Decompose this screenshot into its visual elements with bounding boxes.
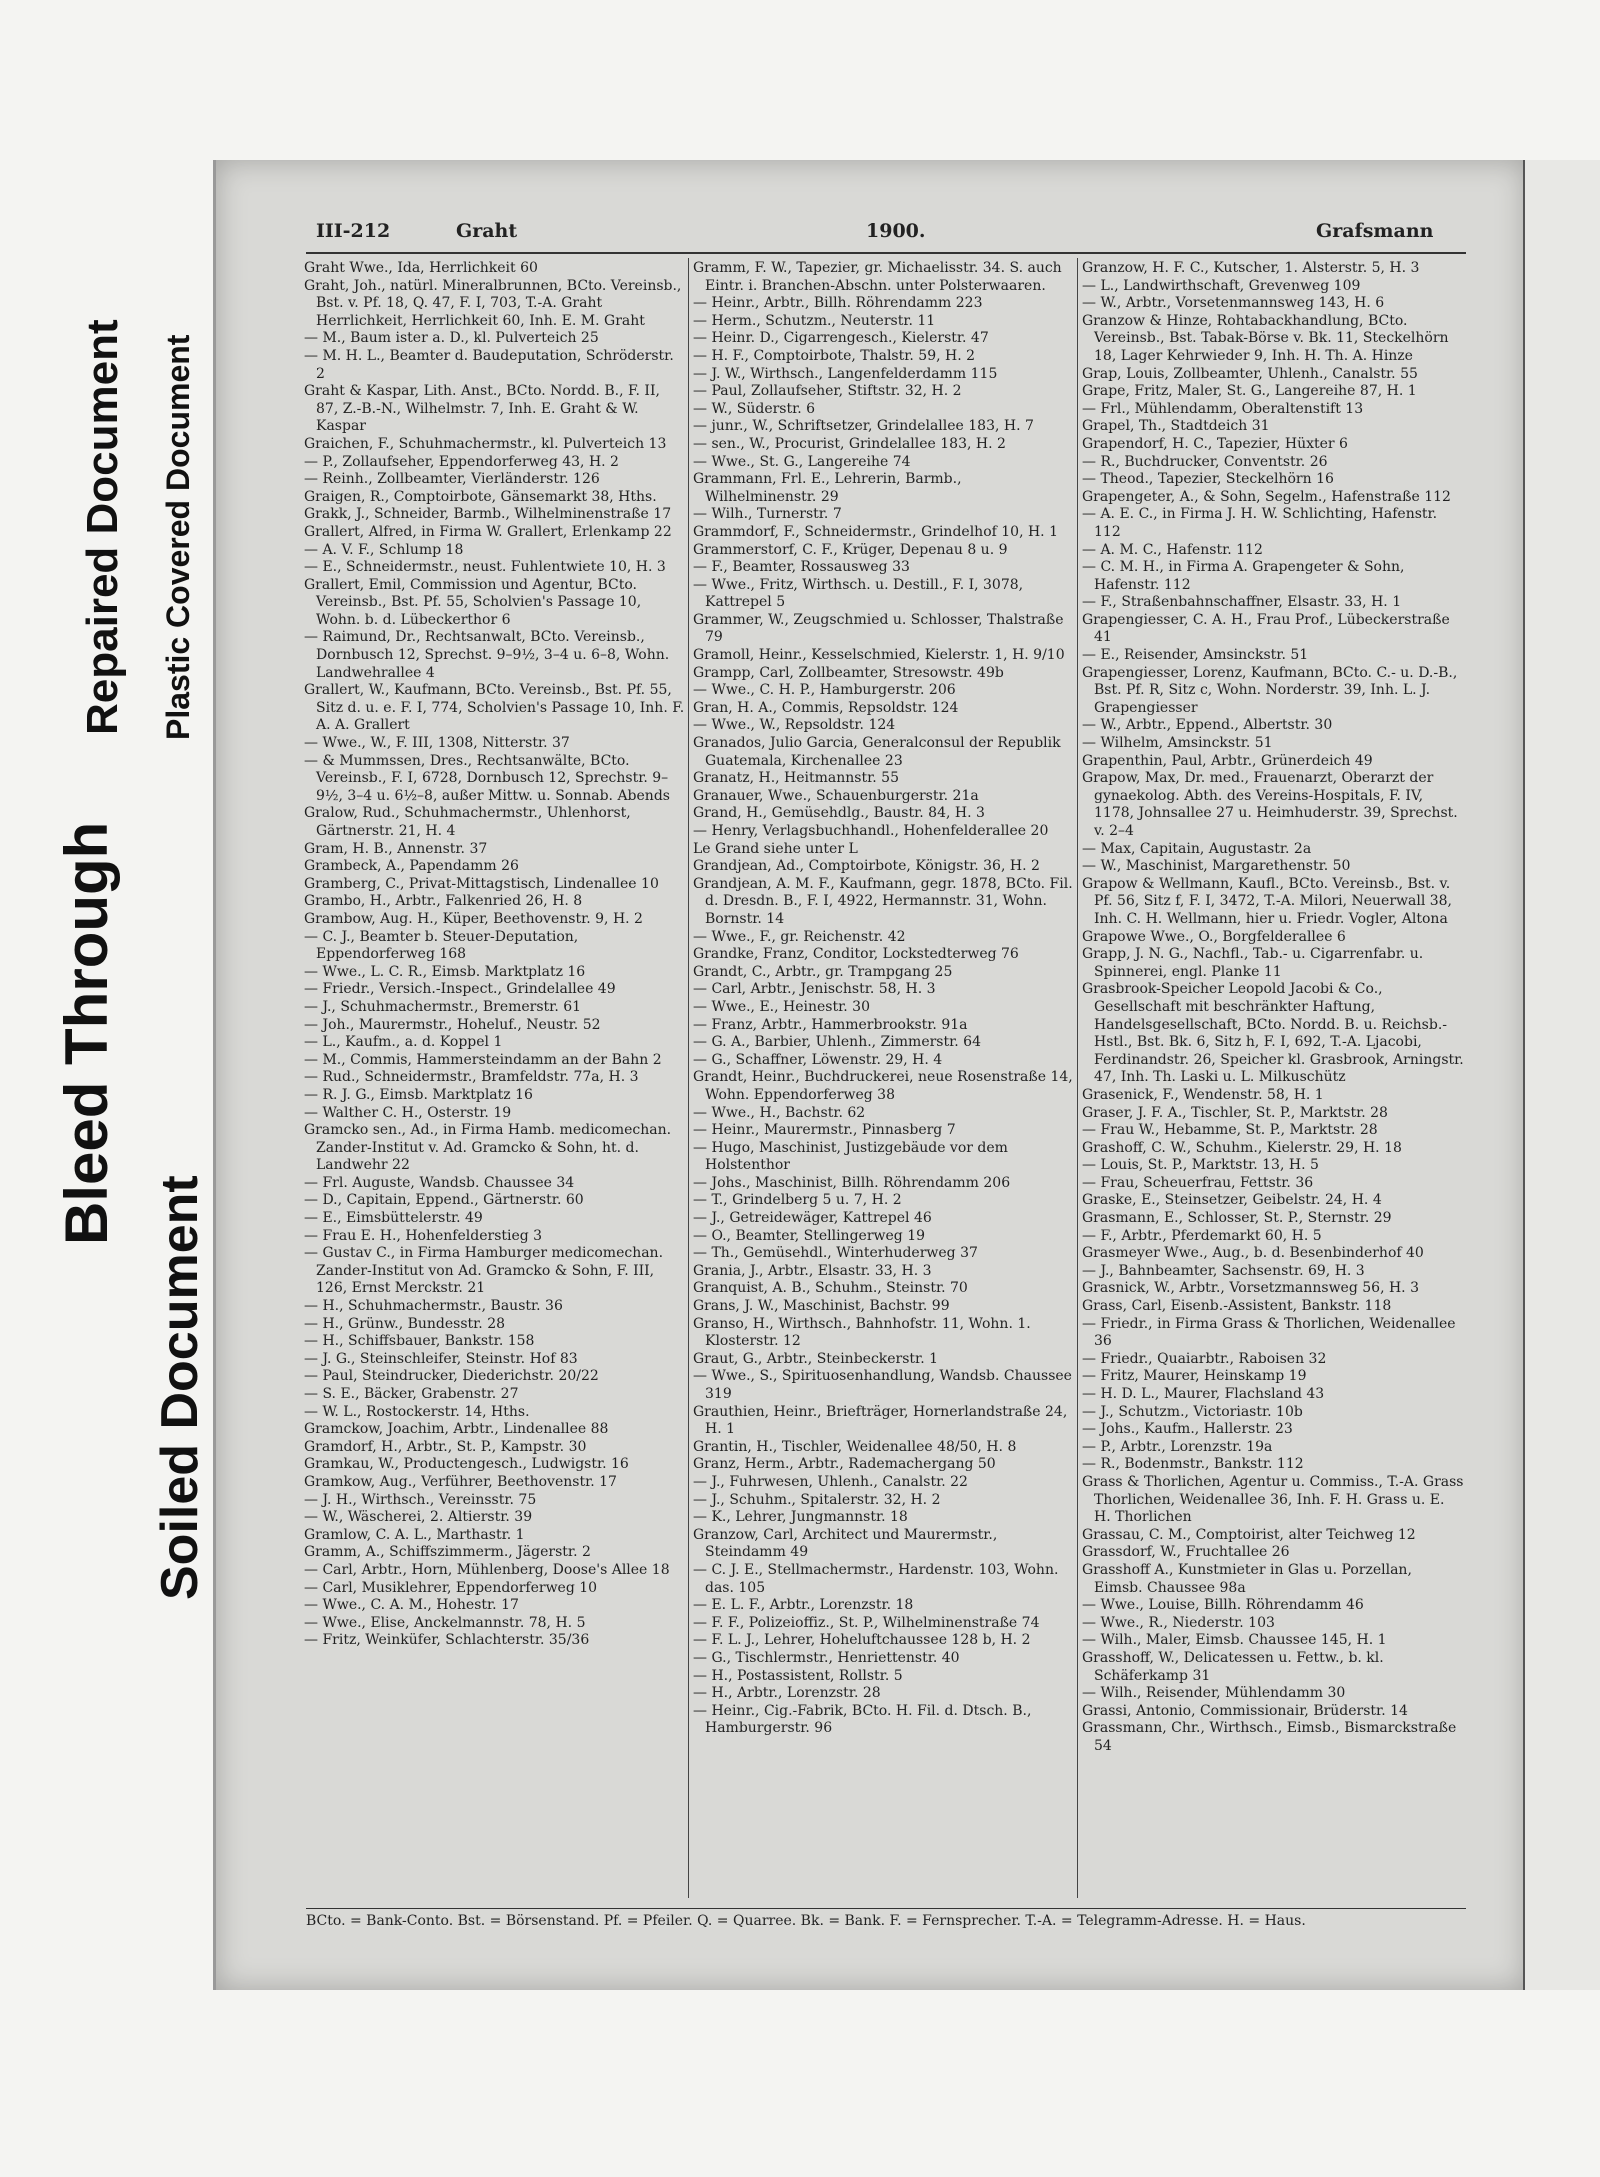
directory-entry: Grandt, Heinr., Buchdruckerei, neue Rosenstraße 14, Wohn. Eppendorferweg 38: [693, 1069, 1073, 1103]
directory-entry: Grauthien, Heinr., Briefträger, Hornerlandstraße 24, H. 1: [693, 1403, 1068, 1438]
directory-entry: Grapow & Wellmann, Kaufl., BCto. Vereinsb., Bst. v. Pf. 56, Sitz f, F. I, 3472, T.-A. Milori, Neuerwall 38, Inh. C. H. Wellmann, hier u. Friedr. Vogler, Altona: [1082, 875, 1453, 927]
directory-entry: — M. H. L., Beamter d. Baudeputation, Schröderstr. 2: [304, 347, 674, 382]
directory-entry: — F., Beamter, Rossausweg 33: [693, 559, 910, 576]
directory-entry: — O., Beamter, Stellingerweg 19: [693, 1227, 926, 1244]
directory-entry: — F., Straßenbahnschaffner, Elsastr. 33, H. 1: [1082, 594, 1402, 611]
directory-entry: — K., Lehrer, Jungmannstr. 18: [693, 1509, 908, 1526]
directory-entry: — A. M. C., Hafenstr. 112: [1082, 541, 1263, 558]
directory-entry: — Friedr., Versich.-Inspect., Grindelallee 49: [304, 981, 616, 998]
directory-entry: Grasbrook-Speicher Leopold Jacobi & Co., Gesellschaft mit beschränkter Haftung, Handelsgesellschaft, BCto. Nordd. B. u. Reichsb.-Hstl., Bst. Bk. 6, Sitz h, F. I, 692, T.-A. Ljacobi, Ferdinandstr. 26, Speicher kl. Grasbrook, Arningstr. 47, Inh. Th. Laski u. L. Milkuschütz: [1082, 981, 1464, 1086]
directory-entry: — W., Maschinist, Margarethenstr. 50: [1082, 858, 1351, 875]
directory-entry: — H., Schuhmachermstr., Baustr. 36: [304, 1298, 563, 1315]
directory-entry: Graht Wwe., Ida, Herrlichkeit 60: [304, 260, 538, 276]
directory-entry: — Louis, St. P., Marktstr. 13, H. 5: [1082, 1157, 1319, 1174]
directory-entry: — Gustav C., in Firma Hamburger medicomechan. Zander-Institut von Ad. Gramcko & Sohn, F. III, 126, Ernst Merckstr. 21: [304, 1245, 664, 1297]
directory-entry: Grammer, W., Zeugschmied u. Schlosser, Thalstraße 79: [693, 611, 1064, 646]
directory-entry: — A. V. F., Schlump 18: [304, 541, 464, 558]
directory-entry: — H., Schiffsbauer, Bankstr. 158: [304, 1333, 535, 1350]
directory-entry: Gran, H. A., Commis, Repsoldstr. 124: [693, 699, 959, 716]
directory-entry: — Heinr., Arbtr., Billh. Röhrendamm 223: [693, 295, 983, 312]
directory-entry: Gramdorf, H., Arbtr., St. P., Kampstr. 30: [304, 1438, 587, 1455]
directory-entry: — Heinr., Maurermstr., Pinnasberg 7: [693, 1122, 956, 1139]
directory-entry: — Reinh., Zollbeamter, Vierländerstr. 126: [304, 471, 600, 488]
directory-entry: Grans, J. W., Maschinist, Bachstr. 99: [693, 1298, 950, 1315]
column-divider: [688, 258, 689, 1898]
directory-entry: — H. D. L., Maurer, Flachsland 43: [1082, 1386, 1325, 1402]
directory-entry: Gramkau, W., Productengesch., Ludwigstr. 16: [304, 1456, 629, 1473]
directory-entry: Gram, H. B., Annenstr. 37: [304, 840, 488, 857]
directory-entry: — G., Schaffner, Löwenstr. 29, H. 4: [693, 1051, 943, 1068]
directory-entry: Grallert, Alfred, in Firma W. Grallert, Erlenkamp 22: [304, 523, 672, 540]
directory-entry: — L., Landwirthschaft, Grevenweg 109: [1082, 277, 1361, 294]
directory-entry: Grass & Thorlichen, Agentur u. Commiss., T.-A. Grass Thorlichen, Weidenallee 36, Inh. F. H. Grass u. E. H. Thorlichen: [1082, 1473, 1464, 1526]
directory-entry: Grakk, J., Schneider, Barmb., Wilhelminenstraße 17: [304, 506, 672, 523]
directory-entry: — H., Arbtr., Lorenzstr. 28: [693, 1685, 881, 1702]
header-year: 1900.: [866, 220, 926, 242]
directory-entry: — Wilh., Maler, Eimsb. Chaussee 145, H. 1: [1082, 1632, 1387, 1649]
directory-entry: — Johs., Maschinist, Billh. Röhrendamm 206: [693, 1174, 1011, 1191]
directory-entry: — Hugo, Maschinist, Justizgebäude vor dem Holstenthor: [693, 1139, 1008, 1174]
directory-entry: — Wwe., Elise, Anckelmannstr. 78, H. 5: [304, 1614, 586, 1631]
directory-entry: — Raimund, Dr., Rechtsanwalt, BCto. Vereinsb., Dornbusch 12, Sprechst. 9–9½, 3–4 u. 6–8, Wohn. Landwehrallee 4: [304, 629, 670, 681]
directory-entry: — S. E., Bäcker, Grabenstr. 27: [304, 1386, 519, 1402]
directory-entry: — E., Schneidermstr., neust. Fuhlentwiete 10, H. 3: [304, 559, 666, 576]
directory-entry: Graske, E., Steinsetzer, Geibelstr. 24, H. 4: [1082, 1192, 1382, 1209]
header-left-word: Graht: [456, 220, 518, 242]
directory-entry: — W. L., Rostockerstr. 14, Hths.: [304, 1403, 530, 1420]
directory-entry: Grassi, Antonio, Commissionair, Brüderstr. 14: [1082, 1702, 1408, 1719]
directory-entry: Gralow, Rud., Schuhmachermstr., Uhlenhorst, Gärtnerstr. 21, H. 4: [304, 805, 631, 839]
directory-entry: — J. W., Wirthsch., Langenfelderdamm 115: [693, 365, 998, 382]
directory-entry: — C. M. H., in Firma A. Grapengeter & Sohn, Hafenstr. 112: [1082, 559, 1405, 593]
directory-entry: — R., Bodenmstr., Bankstr. 112: [1082, 1456, 1304, 1473]
directory-entry: — Walther C. H., Osterstr. 19: [304, 1104, 512, 1121]
directory-entry: Grapel, Th., Stadtdeich 31: [1082, 418, 1270, 435]
directory-entry: — C. J. E., Stellmachermstr., Hardenstr. 103, Wohn. das. 105: [693, 1561, 1059, 1596]
directory-entry: Grap, Louis, Zollbeamter, Uhlenh., Canalstr. 55: [1082, 365, 1418, 382]
directory-entry: Grammann, Frl. E., Lehrerin, Barmb., Wilhelminenstr. 29: [693, 471, 962, 505]
directory-entry: — Wwe., Fritz, Wirthsch. u. Destill., F. I, 3078, Kattrepel 5: [693, 576, 1024, 611]
directory-entry: — Heinr., Cig.-Fabrik, BCto. H. Fil. d. Dtsch. B., Hamburgerstr. 96: [693, 1702, 1032, 1737]
directory-entry: Grassdorf, W., Fruchtallee 26: [1082, 1544, 1290, 1561]
directory-entry: — E. L. F., Arbtr., Lorenzstr. 18: [693, 1597, 914, 1614]
directory-entry: Grapendorf, H. C., Tapezier, Hüxter 6: [1082, 435, 1348, 452]
directory-entry: Grass, Carl, Eisenb.-Assistent, Bankstr. 118: [1082, 1298, 1392, 1315]
directory-entry: — Wilh., Reisender, Mühlendamm 30: [1082, 1685, 1346, 1702]
directory-entry: Granauer, Wwe., Schauenburgerstr. 21a: [693, 787, 979, 804]
directory-entry: Grassmann, Chr., Wirthsch., Eimsb., Bismarckstraße 54: [1082, 1720, 1457, 1754]
directory-entry: Grambeck, A., Papendamm 26: [304, 858, 519, 875]
side-labels: [0, 0, 210, 2177]
directory-entry: — Henry, Verlagsbuchhandl., Hohenfelderallee 20: [693, 823, 1049, 839]
directory-entry: Graichen, F., Schuhmachermstr., kl. Pulverteich 13: [304, 435, 667, 452]
directory-entry: — P., Zollaufseher, Eppendorferweg 43, H. 2: [304, 453, 619, 470]
directory-entry: — M., Baum ister a. D., kl. Pulverteich 25: [304, 330, 599, 347]
directory-entry: — junr., W., Schriftsetzer, Grindelallee 183, H. 7: [693, 418, 1034, 435]
directory-entry: — Frau W., Hebamme, St. P., Marktstr. 28: [1082, 1122, 1378, 1139]
header-rule: [306, 252, 1466, 254]
directory-entry: Graht, Joh., natürl. Mineralbrunnen, BCto. Vereinsb., Bst. v. Pf. 18, Q. 47, F. I, 703, T.-A. Graht Herrlichkeit, Herrlichkeit 60, Inh. E. M. Graht: [304, 277, 682, 329]
directory-entry: — G., Tischlermstr., Henriettenstr. 40: [693, 1649, 960, 1666]
directory-entry: — J. H., Wirthsch., Vereinsstr. 75: [304, 1491, 537, 1508]
directory-entry: Grasenick, F., Wendenstr. 58, H. 1: [1082, 1086, 1324, 1103]
directory-entry: — W., Wäscherei, 2. Altierstr. 39: [304, 1509, 533, 1526]
directory-entry: — Theod., Tapezier, Steckelhörn 16: [1082, 471, 1334, 488]
directory-entry: Granzow, H. F. C., Kutscher, 1. Alsterstr. 5, H. 3: [1082, 260, 1420, 276]
directory-entry: — T., Grindelberg 5 u. 7, H. 2: [693, 1192, 902, 1209]
directory-entry: — Wwe., S., Spirituosenhandlung, Wandsb. Chaussee 319: [693, 1368, 1072, 1402]
directory-entry: — Herm., Schutzm., Neuterstr. 11: [693, 312, 936, 329]
directory-entry: Gramlow, C. A. L., Marthastr. 1: [304, 1526, 525, 1543]
directory-entry: — F. F., Polizeioffiz., St. P., Wilhelminenstraße 74: [693, 1614, 1040, 1631]
directory-entry: — F. L. J., Lehrer, Hoheluftchaussee 128 b, H. 2: [693, 1632, 1031, 1649]
directory-entry: Grapp, J. N. G., Nachfl., Tab.- u. Cigarrenfabr. u. Spinnerei, engl. Planke 11: [1082, 946, 1424, 980]
directory-entry: — Wwe., C. A. M., Hohestr. 17: [304, 1597, 519, 1614]
directory-entry: Grandt, C., Arbtr., gr. Trampgang 25: [693, 963, 953, 980]
directory-entry: — Paul, Steindrucker, Diederichstr. 20/22: [304, 1368, 599, 1385]
directory-entry: Grammerstorf, C. F., Krüger, Depenau 8 u. 9: [693, 541, 1008, 558]
directory-entry: — L., Kaufm., a. d. Koppel 1: [304, 1034, 503, 1051]
directory-entry: Grapengiesser, C. A. H., Frau Prof., Lübeckerstraße 41: [1082, 611, 1450, 646]
directory-entry: — F., Arbtr., Pferdemarkt 60, H. 5: [1082, 1227, 1322, 1244]
directory-entry: — Th., Gemüsehdl., Winterhuderweg 37: [693, 1245, 978, 1262]
directory-entry: Granzow & Hinze, Rohtabackhandlung, BCto. Vereinsb., Bst. Tabak-Börse v. Bk. 11, Steckelhörn 18, Lager Kehrwieder 9, Inh. H. Th. A. Hinze: [1082, 312, 1449, 364]
directory-entry: — W., Arbtr., Vorsetenmannsweg 143, H. 6: [1082, 295, 1385, 312]
directory-entry: Grand, H., Gemüsehdlg., Baustr. 84, H. 3: [693, 805, 985, 822]
directory-entry: Granso, H., Wirthsch., Bahnhofstr. 11, Wohn. 1. Klosterstr. 12: [693, 1315, 1031, 1350]
directory-entry: — J., Bahnbeamter, Sachsenstr. 69, H. 3: [1082, 1262, 1365, 1279]
directory-entry: Gramckow, Joachim, Arbtr., Lindenallee 88: [304, 1421, 609, 1438]
directory-entry: — P., Arbtr., Lorenzstr. 19a: [1082, 1438, 1273, 1455]
directory-entry: Gramcko sen., Ad., in Firma Hamb. medicomechan. Zander-Institut v. Ad. Gramcko & Sohn, ht. d. Landwehr 22: [304, 1122, 672, 1174]
directory-entry: Grandjean, Ad., Comptoirbote, Königstr. 36, H. 2: [693, 858, 1040, 875]
directory-entry: — Joh., Maurermstr., Hoheluf., Neustr. 52: [304, 1016, 601, 1033]
directory-entry: Graut, G., Arbtr., Steinbeckerstr. 1: [693, 1350, 939, 1367]
label-repaired-document: Repaired Document: [78, 319, 127, 735]
directory-entry: — Wwe., C. H. P., Hamburgerstr. 206: [693, 682, 956, 699]
directory-entry: — Fritz, Maurer, Heinskamp 19: [1082, 1368, 1307, 1385]
directory-entry: — Wwe., St. G., Langereihe 74: [693, 453, 911, 470]
directory-entry: — A. E. C., in Firma J. H. W. Schlichting, Hafenstr. 112: [1082, 506, 1438, 540]
directory-entry: Grassau, C. M., Comptoirist, alter Teichweg 12: [1082, 1526, 1416, 1543]
directory-entry: — J., Fuhrwesen, Uhlenh., Canalstr. 22: [693, 1473, 968, 1490]
directory-entry: — R., Buchdrucker, Conventstr. 26: [1082, 453, 1328, 470]
directory-entry: Gramoll, Heinr., Kesselschmied, Kielerstr. 1, H. 9/10: [693, 647, 1065, 664]
directory-entry: Grasshoff A., Kunstmieter in Glas u. Porzellan, Eimsb. Chaussee 98a: [1082, 1561, 1412, 1596]
directory-entry: — Carl, Musiklehrer, Eppendorferweg 10: [304, 1579, 598, 1596]
directory-entry: Grapowe Wwe., O., Borgfelderallee 6: [1082, 928, 1346, 945]
directory-entry: Gramkow, Aug., Verführer, Beethovenstr. 17: [304, 1473, 617, 1490]
directory-entry: Grambow, Aug. H., Küper, Beethovenstr. 9, H. 2: [304, 910, 643, 927]
directory-entry: Gramberg, C., Privat-Mittagstisch, Lindenallee 10: [304, 875, 659, 892]
directory-entry: — Heinr. D., Cigarrengesch., Kielerstr. 47: [693, 330, 989, 347]
directory-entry: — Paul, Zollaufseher, Stiftstr. 32, H. 2: [693, 383, 962, 400]
directory-entry: — Wwe., E., Heinestr. 30: [693, 998, 870, 1015]
directory-entry: — Wilh., Turnerstr. 7: [693, 506, 842, 523]
directory-entry: Gramm, A., Schiffszimmerm., Jägerstr. 2: [304, 1544, 591, 1561]
label-bleed-through: Bleed Through: [53, 821, 120, 1245]
abbreviation-footer: BCto. = Bank-Conto. Bst. = Börsenstand. Pf. = Pfeiler. Q. = Quarree. Bk. = Bank. F. = Fernsprecher. T.-A. = Telegramm-Adresse. H. = Haus.: [306, 1908, 1466, 1929]
directory-entry: — H., Grünw., Bundesstr. 28: [304, 1315, 506, 1332]
directory-entry: — Frl., Mühlendamm, Oberaltenstift 13: [1082, 400, 1364, 417]
directory-entry: — M., Commis, Hammersteindamm an der Bahn 2: [304, 1051, 662, 1068]
directory-column-3: [1082, 260, 1464, 1755]
scanned-page: [213, 160, 1526, 1990]
directory-entry: — Wwe., F., gr. Reichenstr. 42: [693, 928, 906, 945]
directory-entry: Grasmeyer Wwe., Aug., b. d. Besenbinderhof 40: [1082, 1245, 1424, 1262]
directory-entry: — Wwe., L. C. R., Eimsb. Marktplatz 16: [304, 963, 586, 980]
directory-entry: — R. J. G., Eimsb. Marktplatz 16: [304, 1086, 533, 1103]
directory-entry: Graigen, R., Comptoirbote, Gänsemarkt 38, Hths.: [304, 488, 657, 505]
directory-entry: — Friedr., Quaiarbtr., Raboisen 32: [1082, 1350, 1327, 1367]
directory-entry: — Fritz, Weinküfer, Schlachterstr. 35/36: [304, 1632, 590, 1649]
label-plastic-covered: Plastic Covered Document: [160, 334, 196, 740]
directory-entry: — E., Reisender, Amsinckstr. 51: [1082, 647, 1309, 664]
directory-entry: Le Grand siehe unter L: [693, 840, 858, 857]
directory-entry: Grasnick, W., Arbtr., Vorsetzmannsweg 56, H. 3: [1082, 1280, 1419, 1297]
directory-entry: Grapenthin, Paul, Arbtr., Grünerdeich 49: [1082, 752, 1373, 769]
directory-entry: Grape, Fritz, Maler, St. G., Langereihe 87, H. 1: [1082, 383, 1417, 400]
label-soiled-document: Soiled Document: [151, 1175, 209, 1600]
directory-entry: Granzow, Carl, Architect und Maurermstr., Steindamm 49: [693, 1526, 998, 1561]
directory-entry: — sen., W., Procurist, Grindelallee 183, H. 2: [693, 435, 1006, 452]
directory-entry: Grallert, Emil, Commission und Agentur, BCto. Vereinsb., Bst. Pf. 55, Scholvien's Passage 10, Wohn. b. d. Lübeckerthor 6: [304, 576, 642, 628]
directory-entry: Grampp, Carl, Zollbeamter, Stresowstr. 49b: [693, 664, 1004, 681]
directory-entry: Grammdorf, F., Schneidermstr., Grindelhof 10, H. 1: [693, 523, 1058, 540]
directory-entry: — & Mummssen, Dres., Rechtsanwälte, BCto. Vereinsb., F. I, 6728, Dornbusch 12, Sprechstr. 9–9½, 3–4 u. 6½–8, außer Mittw. u. Sonnab. Abends: [304, 752, 670, 804]
directory-entry: Granquist, A. B., Schuhm., Steinstr. 70: [693, 1280, 968, 1297]
directory-entry: — Rud., Schneidermstr., Bramfeldstr. 77a, H. 3: [304, 1069, 639, 1086]
directory-entry: — J., Schuhmachermstr., Bremerstr. 61: [304, 998, 582, 1015]
directory-entry: Graser, J. F. A., Tischler, St. P., Marktstr. 28: [1082, 1104, 1388, 1121]
directory-entry: — H. F., Comptoirbote, Thalstr. 59, H. 2: [693, 347, 976, 364]
directory-entry: — Frau, Scheuerfrau, Fettstr. 36: [1082, 1174, 1314, 1191]
directory-entry: Grapengiesser, Lorenz, Kaufmann, BCto. C.- u. D.-B., Bst. Pf. R, Sitz c, Wohn. Norderstr. 39, Inh. L. J. Grapengiesser: [1082, 664, 1458, 716]
directory-entry: — Franz, Arbtr., Hammerbrookstr. 91a: [693, 1016, 968, 1033]
directory-entry: — C. J., Beamter b. Steuer-Deputation, Eppendorferweg 168: [304, 928, 579, 963]
directory-entry: Graht & Kaspar, Lith. Anst., BCto. Nordd. B., F. II, 87, Z.-B.-N., Wilhelmstr. 7, Inh. E. Graht & W. Kaspar: [304, 383, 660, 435]
directory-entry: Grantin, H., Tischler, Weidenallee 48/50, H. 8: [693, 1438, 1017, 1455]
directory-entry: — Wwe., R., Niederstr. 103: [1082, 1614, 1275, 1631]
directory-column-2: [693, 260, 1075, 1738]
directory-entry: — Johs., Kaufm., Hallerstr. 23: [1082, 1421, 1293, 1438]
directory-entry: Grania, J., Arbtr., Elsastr. 33, H. 3: [693, 1262, 932, 1279]
directory-entry: — Frl. Auguste, Wandsb. Chaussee 34: [304, 1174, 575, 1191]
directory-entry: Granz, Herm., Arbtr., Rademachergang 50: [693, 1456, 996, 1473]
page-header: [316, 220, 1466, 250]
directory-entry: Grambo, H., Arbtr., Falkenried 26, H. 8: [304, 893, 583, 910]
directory-entry: — J., Schuhm., Spitalerstr. 32, H. 2: [693, 1491, 941, 1508]
directory-entry: — J., Schutzm., Victoriastr. 10b: [1082, 1403, 1303, 1420]
directory-entry: — H., Postassistent, Rollstr. 5: [693, 1667, 903, 1684]
directory-entry: Granados, Julio Garcia, Generalconsul der Republik Guatemala, Kirchenallee 23: [693, 735, 1061, 769]
directory-entry: — Wwe., W., F. III, 1308, Nitterstr. 37: [304, 735, 570, 752]
directory-entry: — J., Getreidewäger, Kattrepel 46: [693, 1210, 932, 1227]
directory-entry: — E., Eimsbüttelerstr. 49: [304, 1210, 483, 1227]
directory-entry: — Wwe., W., Repsoldstr. 124: [693, 717, 896, 734]
page-number: III-212: [316, 220, 391, 242]
directory-entry: — Wwe., Louise, Billh. Röhrendamm 46: [1082, 1597, 1364, 1614]
directory-entry: Grapengeter, A., & Sohn, Segelm., Hafenstraße 112: [1082, 488, 1451, 505]
directory-column-1: [304, 260, 686, 1650]
directory-entry: — J. G., Steinschleifer, Steinstr. Hof 83: [304, 1350, 578, 1367]
directory-entry: Grapow, Max, Dr. med., Frauenarzt, Oberarzt der gynaekolog. Abth. des Vereins-Hospitals, F. IV, 1178, Johnsallee 27 u. Heimhuderstr. 39, Sprechst. v. 2–4: [1082, 770, 1458, 839]
directory-entry: — Frau E. H., Hohenfelderstieg 3: [304, 1227, 543, 1244]
directory-entry: Grandke, Franz, Conditor, Lockstedterweg 76: [693, 946, 1019, 963]
directory-entry: — Wilhelm, Amsinckstr. 51: [1082, 735, 1273, 752]
directory-entry: Grasmann, E., Schlosser, St. P., Sternstr. 29: [1082, 1210, 1392, 1227]
directory-entry: — Max, Capitain, Augustastr. 2a: [1082, 840, 1312, 857]
header-right-word: Grafsmann: [1316, 220, 1434, 242]
directory-entry: — G. A., Barbier, Uhlenh., Zimmerstr. 64: [693, 1034, 981, 1051]
directory-entry: — Carl, Arbtr., Jenischstr. 58, H. 3: [693, 981, 936, 998]
column-divider: [1077, 258, 1078, 1898]
directory-entry: Grasshoff, W., Delicatessen u. Fettw., b. kl. Schäferkamp 31: [1082, 1649, 1384, 1684]
directory-entry: — W., Süderstr. 6: [693, 400, 816, 417]
next-page-edge: [1523, 160, 1600, 1990]
directory-entry: Granatz, H., Heitmannstr. 55: [693, 770, 899, 787]
directory-entry: — W., Arbtr., Eppend., Albertstr. 30: [1082, 717, 1333, 734]
directory-entry: Grallert, W., Kaufmann, BCto. Vereinsb., Bst. Pf. 55, Sitz d. u. e. F. I, 774, Scholvien's Passage 10, Inh. F. A. A. Grallert: [304, 682, 685, 734]
directory-entry: Gramm, F. W., Tapezier, gr. Michaelisstr. 34. S. auch Eintr. i. Branchen-Abschn. unter Polsterwaaren.: [693, 260, 1062, 294]
directory-entry: — Wwe., H., Bachstr. 62: [693, 1104, 866, 1121]
directory-entry: Grashoff, C. W., Schuhm., Kielerstr. 29, H. 18: [1082, 1139, 1402, 1156]
directory-entry: — D., Capitain, Eppend., Gärtnerstr. 60: [304, 1192, 584, 1209]
directory-entry: — Carl, Arbtr., Horn, Mühlenberg, Doose's Allee 18: [304, 1561, 670, 1578]
directory-entry: — Friedr., in Firma Grass & Thorlichen, Weidenallee 36: [1082, 1315, 1456, 1350]
directory-entry: Grandjean, A. M. F., Kaufmann, gegr. 1878, BCto. Fil. d. Dresdn. B., F. I, 4922, Hermannstr. 31, Wohn. Bornstr. 14: [693, 875, 1073, 927]
